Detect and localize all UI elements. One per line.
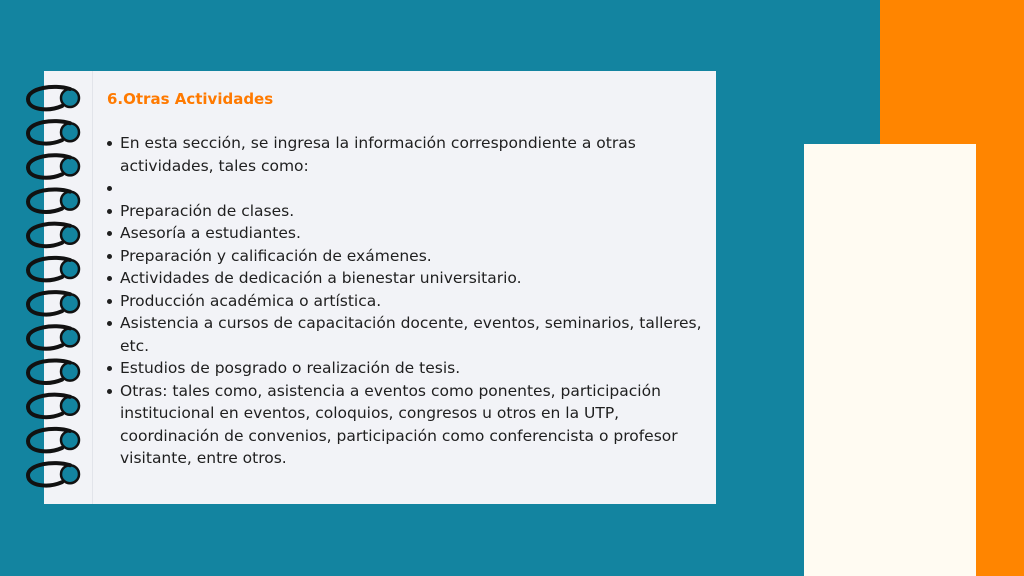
spiral-binding-ring-icon <box>28 189 79 211</box>
bullet-item <box>106 177 706 200</box>
bullet-item: Actividades de dedicación a bienestar universitario. <box>106 267 706 290</box>
bullet-list <box>106 132 706 470</box>
spiral-binding-ring-icon <box>28 360 79 382</box>
spiral-binding-ring-icon <box>28 429 79 451</box>
spiral-binding-ring-icon <box>28 121 79 143</box>
spiral-binding-ring-icon <box>28 258 79 280</box>
spiral-binding-ring-icon <box>28 87 79 109</box>
bullet-item: En esta sección, se ingresa la información correspondiente a otras actividades, tales como: <box>106 132 706 177</box>
bullet-item: Otras: tales como, asistencia a eventos como ponentes, participación institucional en eventos, coloquios, congresos u otros en la UTP, coordinación de convenios, participación como conferencista o profesor visitante, entre otros. <box>106 380 706 470</box>
spiral-binding-ring-icon <box>28 224 79 246</box>
spiral-binding-ring-icon <box>28 326 79 348</box>
cream-panel <box>804 144 976 576</box>
bullet-item: Producción académica o artística. <box>106 290 706 313</box>
bullet-item: Estudios de posgrado o realización de tesis. <box>106 357 706 380</box>
bullet-item: Preparación y calificación de exámenes. <box>106 245 706 268</box>
spiral-binding-ring-icon <box>28 155 79 177</box>
spiral-binding-ring-icon <box>28 463 79 485</box>
spiral-binding <box>14 80 94 510</box>
notebook-card <box>44 71 716 504</box>
spiral-binding-ring-icon <box>28 292 79 314</box>
spiral-binding-ring-icon <box>28 395 79 417</box>
bullet-item: Preparación de clases. <box>106 200 706 223</box>
bullet-item: Asesoría a estudiantes. <box>106 222 706 245</box>
card-title: 6.Otras Actividades <box>107 90 274 108</box>
bullet-item: Asistencia a cursos de capacitación docente, eventos, seminarios, talleres, etc. <box>106 312 706 357</box>
